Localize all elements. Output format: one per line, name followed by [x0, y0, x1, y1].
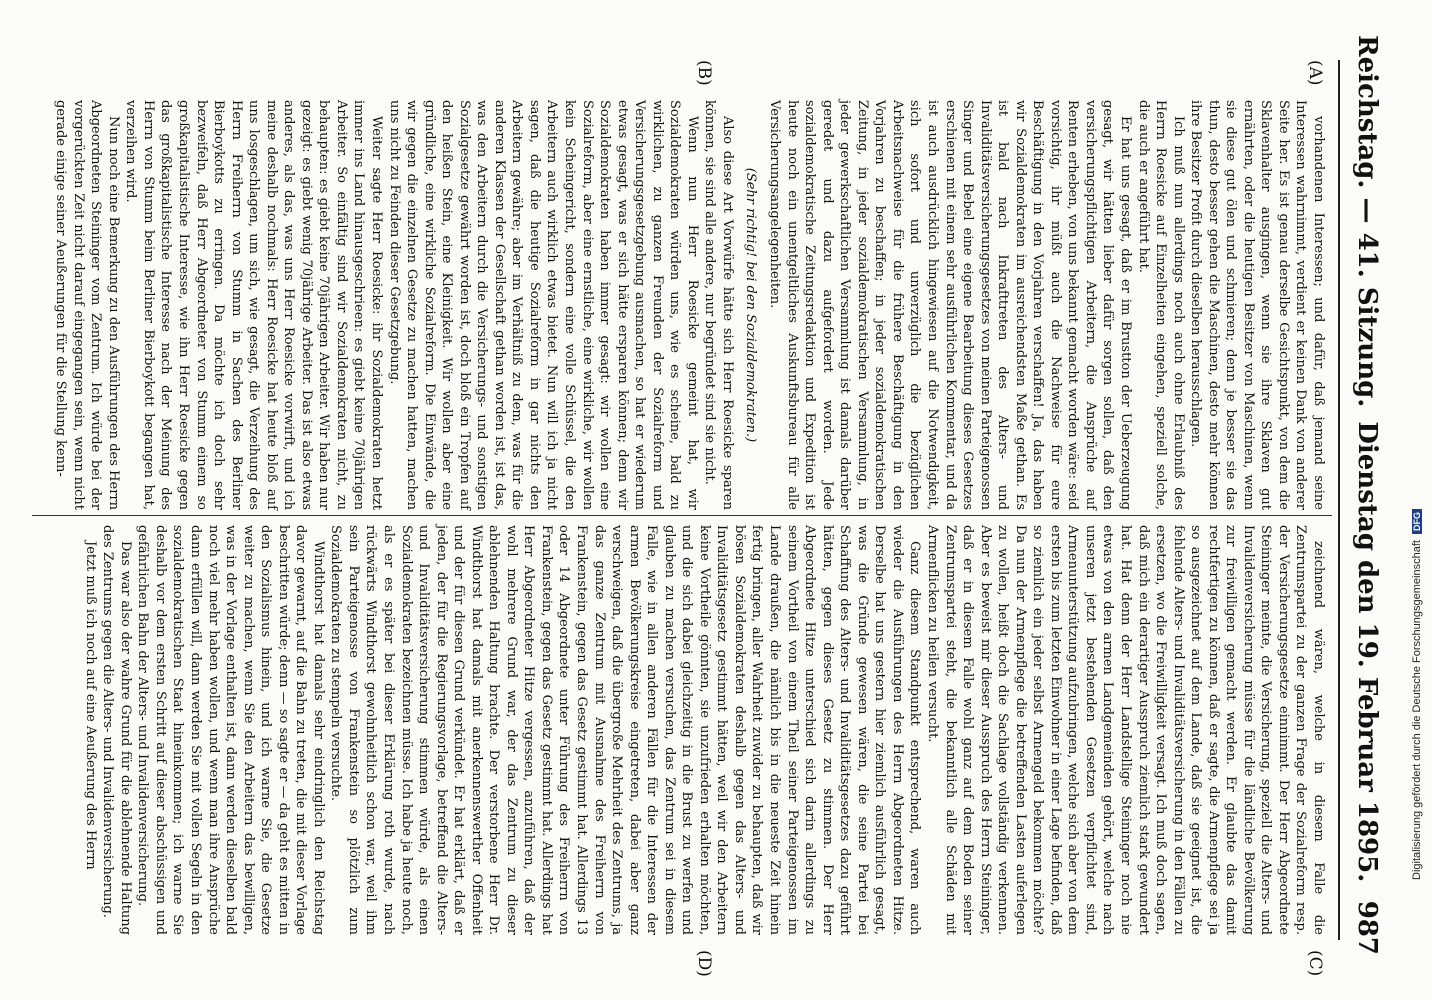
interjection: (Sehr richtig! bei den Sozialdemokraten.)	[743, 167, 759, 443]
paragraph: Ich muß nun allerdings noch auch ohne Erlaubniß des Herrn Roesicke auf Einzelheiten eingehen, speziell solche, die auch er angeführt hat.	[1135, 100, 1186, 510]
paragraph: Nun noch eine Bemerkung zu den Ausführungen des Herrn Abgeordneten Steininger vom Zentrum. Ich würde bei der vorgerückten Zeit nicht darauf eingegangen sein, wenn nicht gerade einige seiner Aeußerungen für die Stellung kenn-	[53, 100, 121, 510]
paragraph: zeichnend wären, welche in diesem Falle die Zentrumspartei zu der ganzen Frage der Sozialreform resp. der Versicherungsgesetze einnimmt. Der Herr Abgeordnete Steininger meinte, die Versicherung, speziell die Alters- und Invalidenversicherung müsse für die ländliche Bevölkerung zur freiwilligen gemacht werden. Er glaubte das damit rechtfertigen zu können, daß er sagte, die Armenpflege sei ja so ausgezeichnet auf dem Lande, daß sie geeignet ist, die fehlende Alters- und Invaliditätsversicherung in den Fällen zu ersetzen, wo die Freiwilligkeit versagt. Ich muß doch sagen, daß mich ein derartiger Ausspruch ziemlich stark gewundert hat. Hat denn der Herr Landstellige Steininger noch nie etwas von den armen Landgemeinden gehört, welche nach unseren jetzt bestehenden Gesetzen verpflichtet sind, Armenunterstützung aufzubringen, welche sich aber von dem ersten bis zum letzten Einwohner in einer Lage befinden, daß so ziemlich ein jeder selbst Armengeld bekommen möchte? Da nun der Armenpflege die betreffenden Lasten auferlegen zu wollen, heißt doch die Sachlage vollständig verkennen. Aber es beweist mir dieser Ausspruch des Herrn Steininger, daß er in diesem Falle wohl ganz auf dem Boden seiner Zentrumspartei steht, die bekanntlich alle Schäden mit Armenflicken zu heilen versucht.	[924, 525, 1326, 935]
left-column	[52, 100, 1327, 510]
paragraph: Das war also der wahre Grund für die ablehnende Haltung des Zentrums gegen die Alters- und Invalidenversicherung.	[100, 525, 133, 935]
digitization-note	[1410, 120, 1422, 880]
right-column	[81, 525, 1327, 935]
margin-marker-a: (A)	[1305, 60, 1325, 86]
paragraph: Er hat uns gesagt, daß er im Brustton der Ueberzeugung gesagt, wir hätten lieber dafür sorgen sollen, daß den versicherungspflichtigen Arbeitern, die Ansprüche auf Renten erheben, von uns bekannt gemacht worden wäre: seid vorsichtig, ihr müßt auch die Nachweise für eure Beschäftigung in den Vorjahren verschaffen! Ja, das haben wir Sozialdemokraten im ausreichendsten Maße gethan. Es ist bald nach Inkrafttreten des Alters- und Invaliditätsversicherungsgesetzes von meinen Parteigenossen Singer und Bebel eine eigene Bearbeitung dieses Gesetzes erschienen mit einem sehr ausführlichen Kommentar, und da ist auch ausdrücklich hingewiesen auf die Notwendigkeit, sich sofort und unverzüglich die bezüglichen Arbeitsnachweise für die frühere Beschäftigung in den Vorjahren zu beschaffen; in jeder sozialdemokratischen Zeitung, in jeder sozialdemokratischen Versammlung, in jeder gewerkschaftlichen Versammlung ist damals darüber geredet und dazu aufgefordert worden. Jede sozialdemokratische Zeitungsredaktion und Expedition ist heute noch ein unentgeltliches Auskunftsbureau für alle Versicherungsangelegenheiten.	[767, 100, 1133, 510]
header-rule	[1338, 60, 1340, 940]
margin-marker-d: (D)	[694, 950, 714, 977]
margin-marker-b: (B)	[694, 60, 714, 86]
dfg-logo: DFG	[1412, 509, 1422, 534]
header-date: Dienstag den 19. Februar 1895.	[1352, 421, 1382, 883]
header-session: Reichstag. — 41. Sitzung.	[1352, 35, 1382, 408]
paragraph: Also diese Art Vorwürfe hätte sich Herr Roesicke sparen können, sie sind alle andere, nur begründet sind sie nicht.	[702, 100, 735, 510]
paragraph: Weiter sagte Herr Roesicke: ihr Sozialdemokraten hetzt immer ins Land hinausgeschrieen: es giebt keine 70jährigen Arbeiter. So einfältig sind wir Sozialdemokraten nicht, zu behaupten: es giebt keine 70jährigen Arbeiter. Wir haben nur gezeigt: es giebt wenig 70jährige Arbeiter. Das ist also etwas anderes, als das, was uns Herr Roesicke vorwirft, und ich meine deshalb nochmals: Herr Roesicke hat heute bloß auf uns losgeschlagen, um sich, wie gesagt, die Verzeihung des Herrn Freiherrn von Stumm in Sachen des Berliner Bierboykotts zu erringen. Da möchte ich doch sehr bezweifeln, daß Herr Abgeordneter von Stumm einem so großkapitalistische Interesse, wie ihn Herr Roesicke gegen das großkapitalistische Interesse nach der Meinung des Herrn von Stumm beim Berliner Bierboykott begangen hat, verzeihen wird.	[123, 100, 385, 510]
paragraph: Ganz diesem Standpunkt entsprechend, waren auch wieder die Ausführungen des Herrn Abgeordneten Hitze. Derselbe hat uns gestern hier ziemlich ausführlich gesagt, was die Gründe gewesen wären, die seine Partei bei Schaffung des Alters- und Invaliditätsgesetzes dazu geführt hätten, gegen dieses Gesetz zu stimmen. Der Herr Abgeordnete Hitze unterschied sich darin allerdings zu seinem Vortheil von einem Theil seiner Parteigenossen im Lande draußen, die nämlich bis in die neueste Zeit hinein fertig bringen, aller Wahrheit zuwider zu behaupten, daß wir bösen Sozialdemokraten deshalb gegen das Alters- und Invaliditätsgesetz gestimmt hätten, weil wir den Arbeitern keine Vortheile gönnten, sie unzufrieden erhalten möchten, und die sich dabei gleichzeitig in die Brust zu werfen und glauben zu machen versuchen, das Zentrum sei in diesem Falle, wie in allen anderen Fällen für die Interessen der armen Bevölkerungskreise eingetreten, dabei aber ganz verschweigen, daß die übergroße Mehrheit des Zentrums, ja das ganze Zentrum mit Ausnahme des Freiherrn von Frankenstein, gegen das Gesetz gestimmt hat. Allerdings 13 oder 14 Abgeordnete unter Führung des Freiherrn von Frankenstein, gegen das Gesetz gestimmt hat. Allerdings hat Herr Abgeordneter Hitze vergessen, anzuführen, daß der wohl mehrere Grund war, der das Zentrum zu dieser ablehnenden Haltung brachte. Der verstorbene Herr Dr. Windthorst hat damals mit anerkennenswerther Offenheit und der für diesen Grund verkündet. Er hat erklärt, daß er jeden, der für die Regierungsvorlage, betreffend die Alters- und Invaliditätsversicherung stimmen würde, als einen Sozialdemokraten bezeichnen müsse. Ich habe ja heute noch, als er es später bei dieser Erklärung roth wurde, nach rückwärts Windthorst gewohnheitlich schon war, weil ihm sein Parteigenosse von Frankenstein so plötzlich zum Sozialdemokraten zu stempeln versuchte.	[328, 525, 923, 935]
paragraph: Windthorst hat damals sehr eindringlich den Reichstag davor gewarnt, auf die Bahn zu treten, die mit dieser Vorlage beschritten würde; denn — so sagte er — da geht es mitten in den Sozialismus hinein, und ich warne Sie, die Gesetze weiter zu machen, wenn Sie den Arbeitern das bewilligen, was in der Vorlage enthalten ist, dann werden dieselben bald noch viel mehr haben wollen, und wenn man ihre Ansprüche dann erfüllen will, dann werden Sie mit vollen Segeln in den sozialdemokratischen Staat hineinkommen; ich warne Sie deshalb vor dem ersten Schritt auf dieser abschüssigen und gefährlichen Bahn der Alters- und Invalidenversicherung.	[135, 525, 326, 935]
column-divider	[32, 515, 1332, 516]
paragraph: Wenn nun Herr Roesicke gemeint hat, wir Sozialdemokraten würden uns, wie es scheine, bald zu wirklichen, zu ganzen Freunden der Sozialreform und Versicherungsgesetzgebung ausmachen, so hat er wiederum etwas gesagt, was er sich hätte ersparen können; denn wir Sozialdemokraten haben immer gesagt: wir wollen eine Sozialreform, aber eine ernstliche, eine wirkliche, wir wollen kein Scheingericht, sondern eine volle Schüssel, die den Arbeitern auch wirklich etwas bietet. Nun will ich ja nicht sagen, daß die heutige Sozialreform in gar nichts den Arbeitern gewähre; aber im Verhältniß zu dem, was für die anderen Klassen der Gesellschaft gethan worden ist, ist das, was den Arbeitern durch die Versicherungs- und sonstigen Sozialgesetze gewährt worden ist, doch bloß ein Tropfen auf den heißen Stein, eine Kleinigkeit. Wir wollen aber eine gründliche, eine wirkliche Sozialreform. Die Einwände, die wir gegen die einzelnen Gesetze zu machen hatten, machen uns nicht zu Feinden dieser Gesetzgebung.	[386, 100, 700, 510]
digitization-text: Digitalisierung gefördert durch die Deutsche Forschungsgemeinschaft	[1411, 540, 1423, 880]
margin-marker-c: (C)	[1305, 950, 1325, 977]
paragraph: vorhandenen Interessen; und dafür, daß jemand seine Interessen wahrnimmt, verdient er keinen Dank von anderer Seite her. Es ist genau derselbe Gesichtspunkt, von dem die Sklavenhalter ausgingen, wenn sie ihre Sklaven gut ernährten, oder die heutigen Besitzer von Maschinen, wenn sie diese gut ölen und schmieren; denn je besser sie das thun, desto besser gehen die Maschinen, desto mehr können ihre Besitzer Profit durch dieselben herausschlagen.	[1188, 100, 1326, 510]
page-number: 987	[1352, 900, 1382, 955]
page-header	[1347, 35, 1387, 955]
paragraph: Jetzt muß ich noch auf eine Aeußerung des Herrn	[82, 541, 98, 870]
